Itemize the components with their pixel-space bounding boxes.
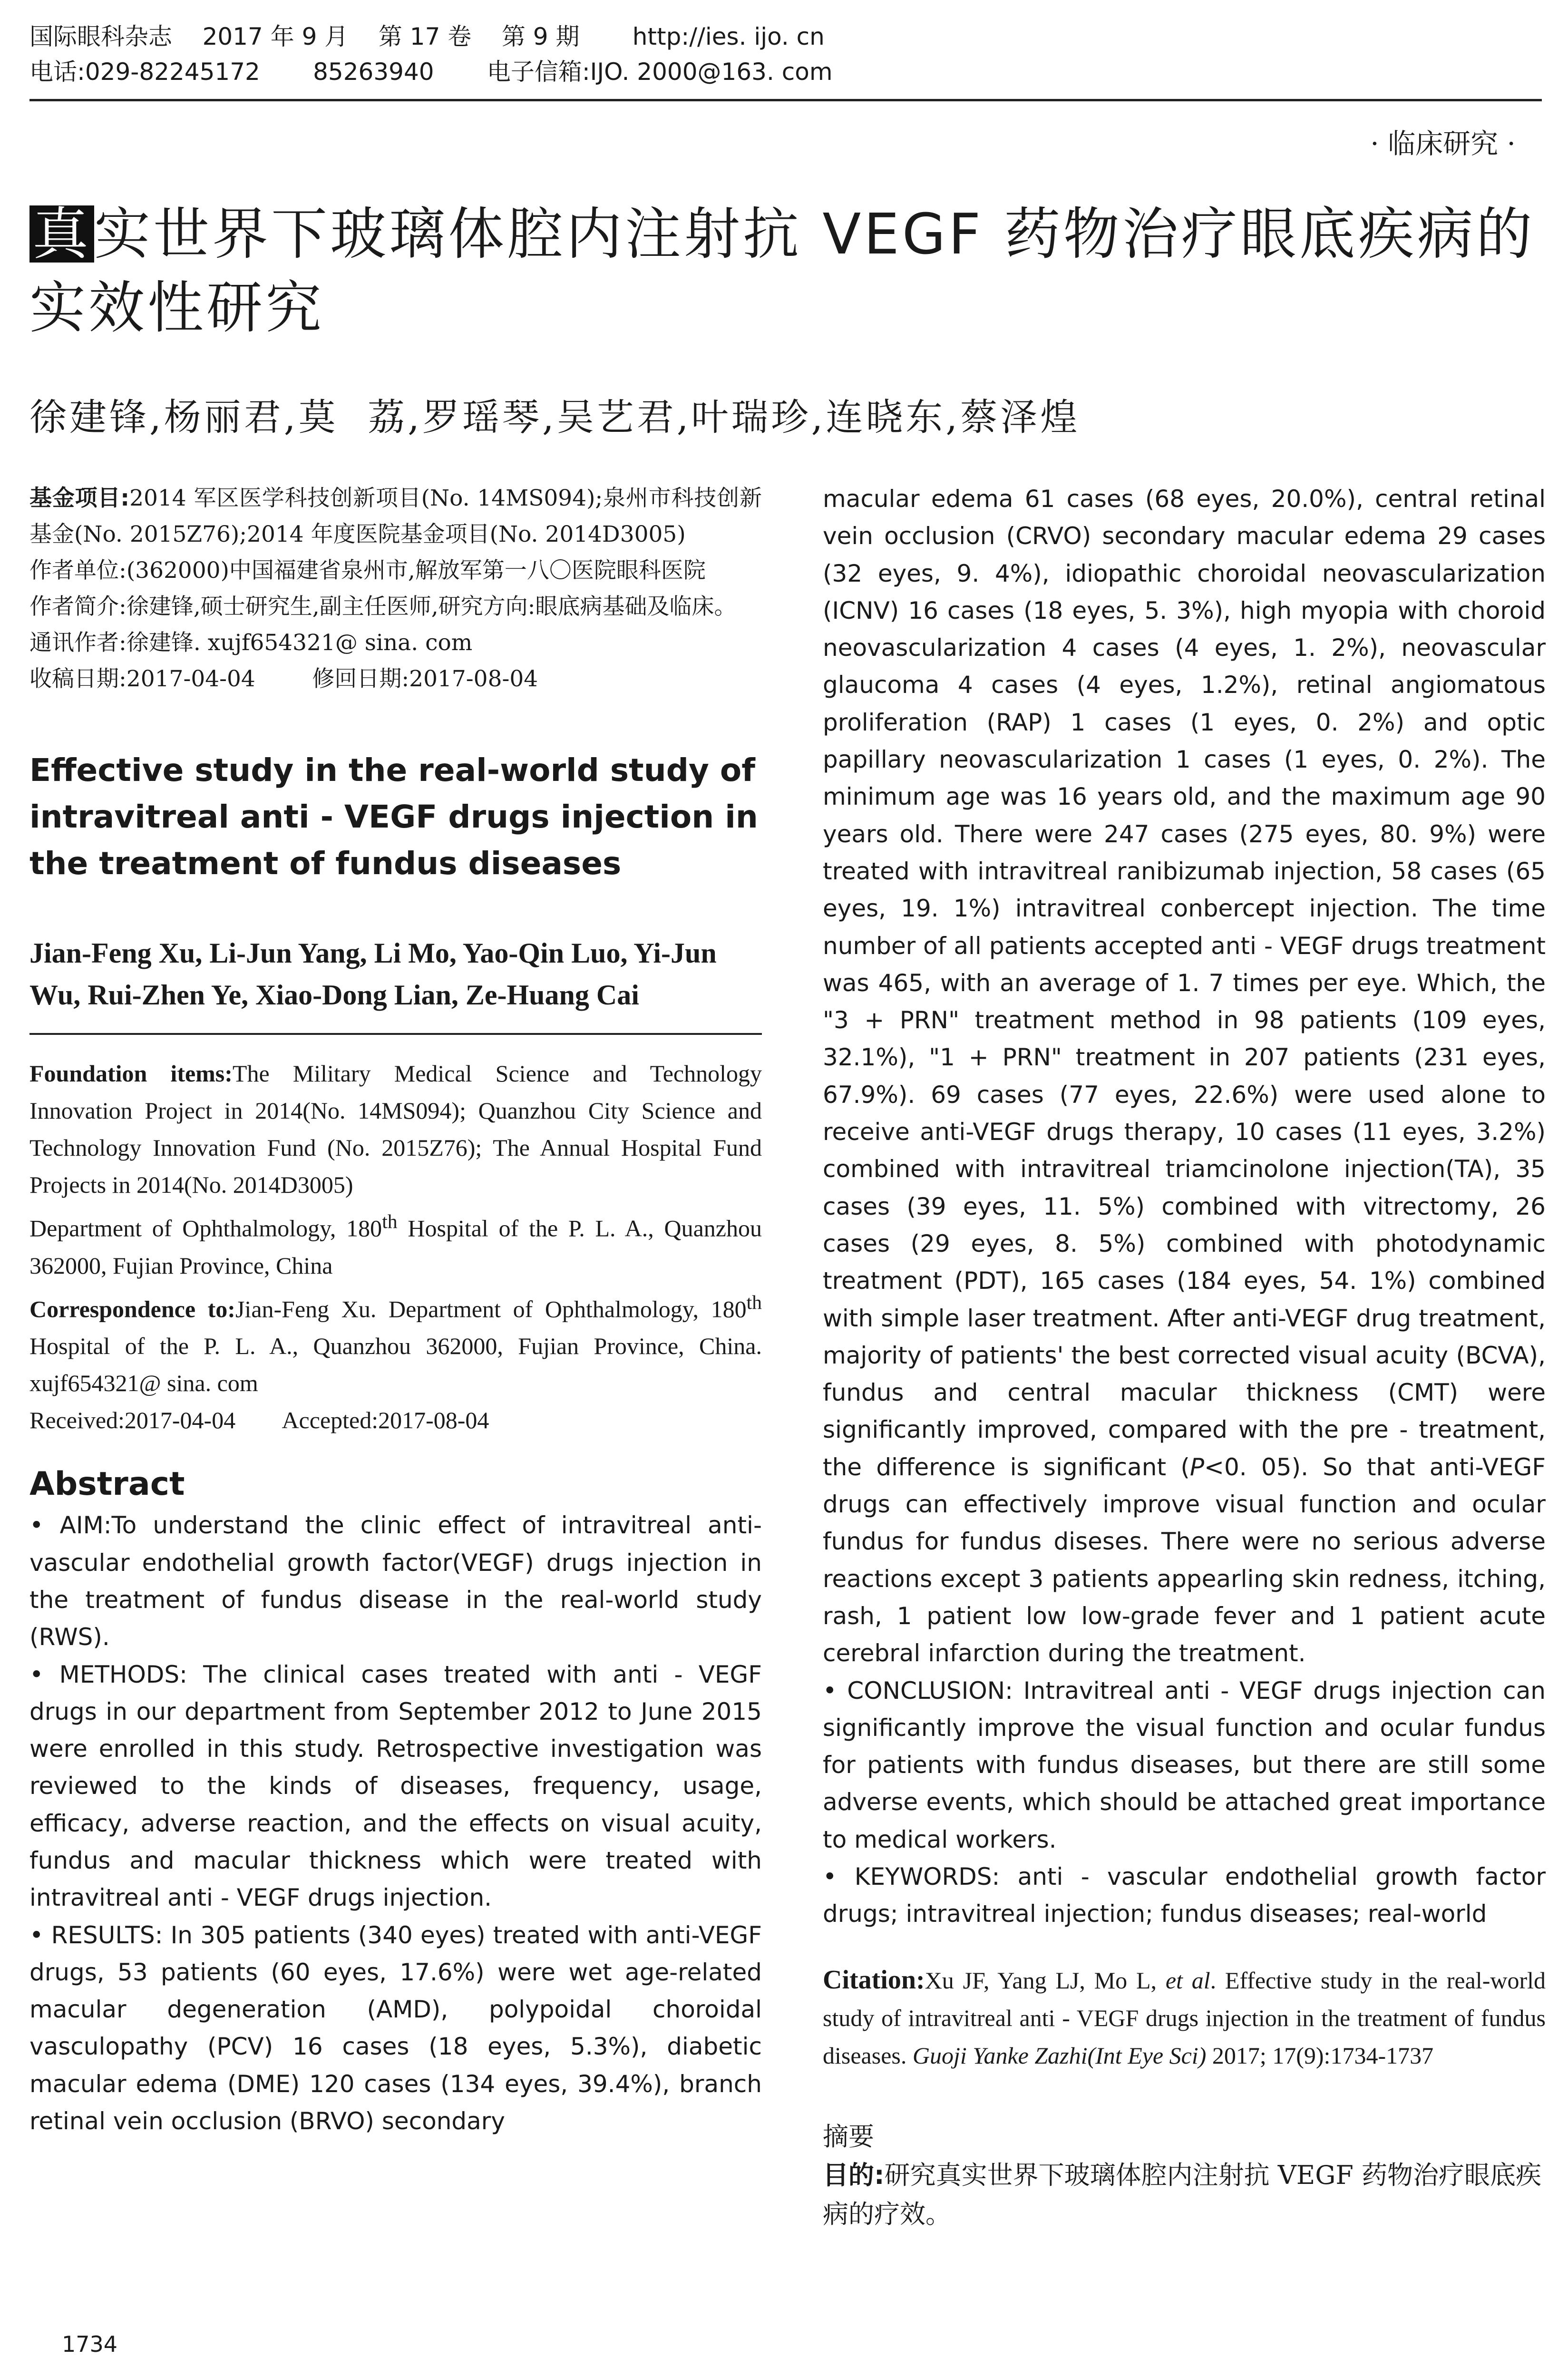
correspondence-en: [29, 1284, 762, 1402]
authors-divider: [29, 1033, 762, 1035]
header-line-2: 电话:029-82245172 85263940 电子信箱:IJO. 2000@163. com: [29, 58, 833, 86]
abstract-aim-cn: [823, 2156, 1546, 2234]
header-line-1: 国际眼科杂志 2017 年 9 月 第 17 卷 第 9 期 http://ies. ijo. cn: [29, 23, 825, 50]
foundation-label: Foundation items:: [29, 1060, 233, 1087]
correspondence-label: Correspondence to:: [29, 1296, 235, 1323]
correspondence-pre: Jian-Feng Xu. Department of Ophthalmology, 180: [235, 1296, 747, 1323]
results-text-b: <0. 05). So that anti-VEGF drugs can effectively improve visual function and ocular fundus for fundus diseses. There were no serious adverse reactions except 3 patients appearling skin redness, itching, rash, 1 patient low low-grade fever and 1 patient acute cerebral infarction during the treatment.: [823, 1453, 1546, 1667]
page-number: 1734: [62, 2331, 118, 2357]
authors-cn: 徐建锋,杨丽君,莫 荔,罗瑶琴,吴艺君,叶瑞珍,连晓东,蔡泽煌: [29, 396, 1081, 439]
right-column: [823, 480, 1546, 2234]
department-pre: Department of Ophthalmology, 180: [29, 1215, 382, 1242]
correspondence-sup: th: [746, 1291, 762, 1314]
correspondence-post: Hospital of the P. L. A., Quanzhou 362000, Fujian Province, China. xujf654321@ sina. com: [29, 1333, 762, 1397]
citation-pre: Xu JF, Yang LJ, Mo L,: [925, 1967, 1166, 1994]
title-rest: 实世界下玻璃体腔内注射抗 VEGF 药物治疗眼底疾病的实效性研究: [29, 201, 1535, 341]
department-post: Hospital of the P. L. A., Quanzhou 362000, Fujian Province, China: [29, 1215, 762, 1279]
corresponding-author-cn: 通讯作者:徐建锋. xujf654321@ sina. com: [29, 630, 473, 656]
citation-mid: . Effective study in the real-world study of intravitreal anti - VEGF drugs injection in the treatment of fundus diseases.: [823, 1967, 1546, 2069]
citation-etal: et al: [1165, 1967, 1210, 1994]
journal-header: [29, 19, 1542, 89]
abstract-results-part1: • RESULTS: In 305 patients (340 eyes) treated with anti-VEGF drugs, 53 patients (60 eyes, 17.6%) were wet age-related macular degeneration (AMD), polypoidal choroidal vasculopathy (PCV) 16 cases (18 eyes, 5.3%), diabetic macular edema (DME) 120 cases (134 eyes, 39.4%), branch retinal vein occlusion (BRVO) secondary: [29, 1921, 762, 2135]
foundation-text: The Military Medical Science and Technology Innovation Project in 2014(No. 14MS094); Quanzhou City Science and Technology Innovation Fund (No. 2015Z76); The Annual Hospital Fund Projects in 2014(No. 2014D3005): [29, 1060, 762, 1198]
abstract-conclusion: • CONCLUSION: Intravitreal anti - VEGF drugs injection can significantly improve the visual function and ocular fundus for patients with fundus diseases, but there are still some adverse events, which should be attached great importance to medical workers.: [823, 1676, 1546, 1853]
department-sup: th: [382, 1211, 398, 1233]
abstract-keywords: • KEYWORDS: anti - vascular endothelial growth factor drugs; intravitreal injection; fundus diseases; real-world: [823, 1862, 1546, 1928]
citation-journal: Guoji Yanke Zazhi(Int Eye Sci): [912, 2042, 1207, 2069]
affiliation-cn: 作者单位:(362000)中国福建省泉州市,解放军第一八〇医院眼科医院: [29, 557, 706, 584]
results-text-a: macular edema 61 cases (68 eyes, 20.0%), central retinal vein occlusion (CRVO) secondary macular edema 29 cases (32 eyes, 9. 4%), idiopathic choroidal neovascularization (ICNV) 16 cases (18 eyes, 5. 3%), high myopia with choroid neovascularization 4 cases (4 eyes, 1. 2%), neovascular glaucoma 4 cases (4 eyes, 1.2%), retinal angiomatous proliferation (RAP) 1 cases (1 eyes, 0. 2%) and optic papillary neovascularization 1 cases (1 eyes, 0. 2%). The minimum age was 16 years old, and the maximum age 90 years old. There were 247 cases (275 eyes, 80. 9%) were treated with intravitreal ranibizumab injection, 58 cases (65 eyes, 19. 1%) intravitreal conbercept injection. The time number of all patients accepted anti - VEGF drugs treatment was 465, with an average of 1. 7 times per eye. Which, the "3 + PRN" treatment method in 98 patients (109 eyes, 32.1%), "1 + PRN" treatment in 207 patients (231 eyes, 67.9%). 69 cases (77 eyes, 22.6%) were used alone to receive anti-VEGF drugs therapy, 10 cases (11 eyes, 3.2%) combined with intravitreal triamcinolone injection(TA), 35 cases (39 eyes, 11. 5%) combined with vitrectomy, 26 cases (29 eyes, 8. 5%) combined with photodynamic treatment (PDT), 165 cases (184 eyes, 54. 1%) combined with simple laser treatment. After anti-VEGF drug treatment, majority of patients' the best corrected visual acuity (BCVA), fundus and central macular thickness (CMT) were significantly improved, compared with the pre - treatment, the difference is significant (: [823, 485, 1546, 1481]
foundation-items: [29, 1055, 762, 1203]
article-title-en: Effective study in the real-world study of intravitreal anti - VEGF drugs injection in the treatment of fundus diseases: [29, 752, 758, 882]
abstract-aim: • AIM:To understand the clinic effect of intravitreal anti-vascular endothelial growth factor(VEGF) drugs injection in the treatment of fundus disease in the real-world study (RWS).: [29, 1511, 762, 1651]
header-divider: [29, 99, 1542, 101]
citation-post: 2017; 17(9):1734-1737: [1206, 2042, 1434, 2069]
funding-note-cn: [29, 480, 762, 553]
funding-text: 2014 军区医学科技创新项目(No. 14MS094);泉州市科技创新基金(No. 2015Z76);2014 年度医院基金项目(No. 2014D3005): [29, 485, 762, 547]
results-p-symbol: P: [1189, 1453, 1205, 1481]
authors-en: Jian-Feng Xu, Li-Jun Yang, Li Mo, Yao-Qin Luo, Yi-Jun Wu, Rui-Zhen Ye, Xiao-Dong Lian, Ze-Huang Cai: [29, 937, 717, 1011]
funding-label: 基金项目:: [29, 485, 130, 511]
department-en: [29, 1203, 762, 1284]
dates-en: Received:2017-04-04 Accepted:2017-08-04: [29, 1407, 489, 1434]
section-label: · 临床研究 ·: [1370, 127, 1516, 160]
abstract-methods: • METHODS: The clinical cases treated with anti - VEGF drugs in our department from September 2012 to June 2015 were enrolled in this study. Retrospective investigation was reviewed to the kinds of diseases, frequency, usage, efficacy, adverse reaction, and the effects on visual acuity, fundus and macular thickness which were treated with intravitreal anti - VEGF drugs injection.: [29, 1660, 762, 1912]
left-column: [29, 480, 762, 2140]
title-first-char: 真: [29, 205, 94, 263]
aim-label-cn: 目的:: [823, 2160, 885, 2190]
abstract-results-part2: [823, 480, 1546, 1672]
dates-cn: 收稿日期:2017-04-04 修回日期:2017-08-04: [29, 666, 538, 692]
abstract-heading-cn: 摘要: [823, 2121, 874, 2152]
citation: [823, 1961, 1546, 2075]
aim-text-cn: 研究真实世界下玻璃体腔内注射抗 VEGF 药物治疗眼底疾病的疗效。: [823, 2160, 1541, 2229]
article-title-cn: [29, 197, 1547, 345]
abstract-heading: Abstract: [29, 1465, 185, 1503]
citation-label: Citation:: [823, 1965, 925, 1995]
author-bio-cn: 作者简介:徐建锋,硕士研究生,副主任医师,研究方向:眼底病基础及临床。: [29, 594, 737, 620]
